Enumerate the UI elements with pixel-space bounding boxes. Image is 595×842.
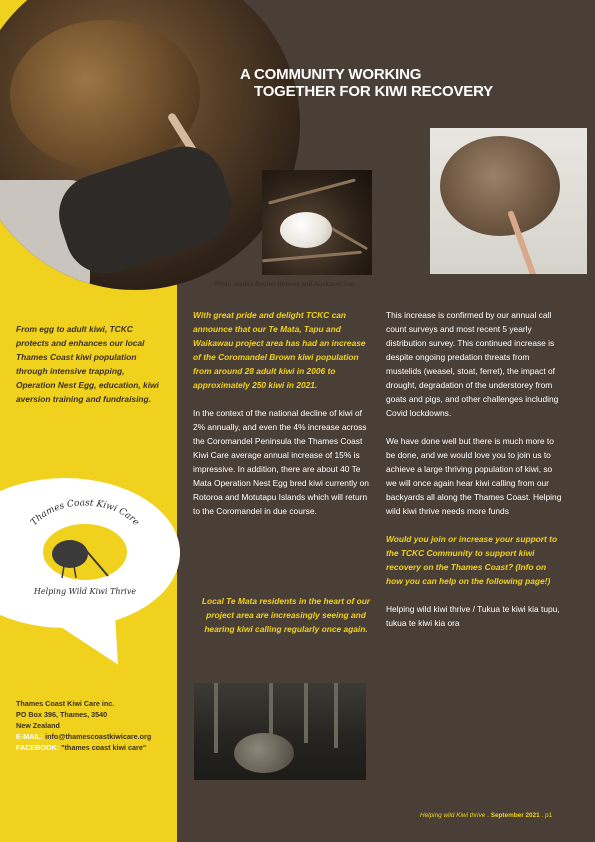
email-label: E-MAIL: — [16, 732, 44, 741]
logo-bottom-text: Helping Wild Kiwi Thrive — [33, 587, 137, 596]
egg-shape — [280, 212, 332, 248]
title-line-2: TOGETHER FOR KIWI RECOVERY — [254, 83, 493, 100]
po-box: PO Box 396, Thames, 3540 — [16, 710, 108, 719]
kiwi-shape — [234, 733, 294, 773]
tckc-logo — [10, 490, 160, 600]
paragraph: Helping wild kiwi thrive / Tukua te kiwi kia tupu, tukua te kiwi kia ora — [386, 604, 560, 628]
trail-camera-photo — [194, 683, 366, 780]
logo-top-text: Thames Coast Kiwi Care — [29, 498, 141, 528]
paragraph: In the context of the national decline of kiwi of 2% annually, and even the 4% increase across the Coromandel Peninsula the Thames Coast Kiwi Care average annual increase of 15% is impressive. In addition, there are about 40 Te Mata Operation Nest Egg bred kiwi currently on Rotoroa and Motutapu Islands which will return to the Coromandel in due course. — [193, 408, 369, 516]
country: New Zealand — [16, 721, 60, 730]
photo-credits: Photo credits Rachel Holmes and Auckland Zoo. — [214, 281, 357, 288]
logo-kiwi-icon — [52, 540, 88, 568]
contact-address — [16, 698, 176, 753]
pull-quote: Local Te Mata residents in the heart of our project area are increasingly seeing and hearing kiwi calling regularly once again. — [201, 596, 371, 634]
footer-date: September 2021 — [490, 812, 540, 819]
page-footer: Helping wild Kiwi thrive . September 2021 . p1 — [420, 812, 553, 819]
article-column-1 — [193, 308, 371, 532]
kiwi-zoo-photo — [430, 128, 587, 274]
page-number: p1 — [545, 812, 553, 819]
org-name: Thames Coast Kiwi Care inc. — [16, 699, 115, 708]
article-column-2 — [386, 308, 564, 644]
paragraph: This increase is confirmed by our annual call count surveys and most recent 5 yearly distribution survey. This continued increase is despite ongoing predation threats from mustelids (weasel, stoat, ferret), the impact of drought, degradation of the understorey from goats and pigs, and other challenges including Covid lockdowns. — [386, 310, 559, 418]
intro-text: From egg to adult kiwi, TCKC protects and enhances our local Thames Coast kiwi population through intensive trapping, Operation Nest Egg, education, kiwi aversion training and fundraising. — [16, 324, 159, 404]
facebook-link[interactable]: "thames coast kiwi care" — [61, 743, 147, 752]
title-line-1: A COMMUNITY WORKING — [240, 66, 422, 83]
paragraph: We have done well but there is much more to be done, and we would love you to join us to achieve a large thriving population of kiwi, so we will once again hear kiwi calling from our backyards all along the Thames Coast. Helping wild kiwi thrive needs more funds — [386, 436, 562, 516]
footer-tagline: Helping wild Kiwi thrive — [420, 812, 486, 819]
email-link[interactable]: info@thamescoastkiwicare.org — [45, 732, 152, 741]
page-title — [240, 66, 540, 100]
kiwi-egg-photo — [262, 170, 372, 275]
facebook-label: FACEBOOK: — [16, 743, 60, 752]
call-to-action: Would you join or increase your support to the TCKC Community to support kiwi recovery on the Thames Coast? (Info on how you can help on the following page!) — [386, 534, 558, 586]
svg-text:Thames Coast Kiwi Care — [29, 498, 141, 527]
lead-paragraph: With great pride and delight TCKC can announce that our Te Mata, Tapu and Waikawau project area has had an increase of the Coromandel Brown kiwi population from around 28 adult kiwi in 2006 to approximately 250 kiwi in 2021. — [193, 310, 366, 390]
kiwi-body-shape — [440, 136, 560, 236]
